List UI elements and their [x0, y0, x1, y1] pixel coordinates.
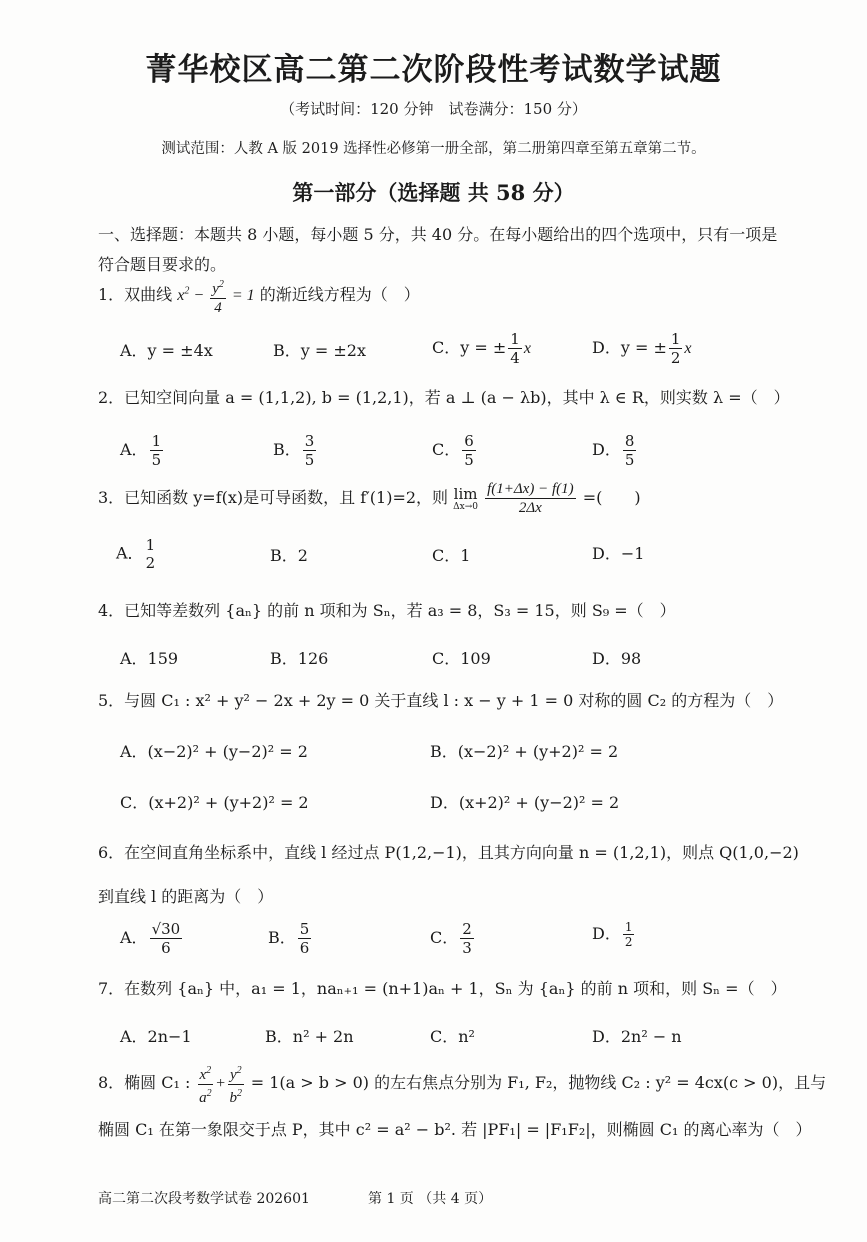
question-8-line-2: 椭圆 C₁ 在第一象限交于点 P，其中 c² = a² − b². 若 |PF₁| = |F₁F₂|，则椭圆 C₁ 的离心率为（ ） — [98, 1120, 812, 1139]
q5-option-a: A．(x−2)² + (y−2)² = 2 — [120, 742, 308, 761]
q1-d-num: 1 — [670, 330, 681, 348]
q7-option-d: D．2n² − n — [592, 1027, 682, 1046]
q3-a-label: A． — [116, 543, 144, 563]
q2-option-a — [120, 432, 165, 469]
q3-lim-sub: Δx→0 — [453, 501, 478, 512]
q8-stem-suffix: = 1(a > b > 0) 的左右焦点分别为 F₁, F₂，抛物线 C₂ : y² = 4cx(c > 0)，且与 — [250, 1073, 827, 1093]
q7-option-a: A．2n−1 — [120, 1027, 192, 1046]
q6-option-b — [268, 920, 313, 957]
q2-c-num: 6 — [464, 432, 474, 450]
q2-b-num: 3 — [304, 432, 315, 450]
test-scope: 测试范围：人教 A 版 2019 选择性必修第一册全部，第二册第四章至第五章第二节。 — [161, 141, 706, 157]
q3-limit — [453, 486, 478, 512]
question-2: 2．已知空间向量 a = (1,1,2), b = (1,2,1)，若 a ⊥ (a − λb)，其中 λ ∈ R，则实数 λ =（ ） — [98, 388, 790, 407]
question-7: 7．在数列 {aₙ} 中，a₁ = 1，naₙ₊₁ = (n+1)aₙ + 1，Sₙ 为 {aₙ} 的前 n 项和，则 Sₙ =（ ） — [98, 979, 787, 998]
q1-option-d-label: D．y = ± — [592, 338, 667, 357]
q1-formula: $x^2$ − $\frac{y^2}{4}$ = 1 — [177, 287, 254, 304]
q2-a-den: 5 — [151, 451, 162, 469]
footer-exam-name: 高二第二次段考数学试卷 202601 — [98, 1191, 310, 1207]
q4-option-d: D．98 — [592, 649, 642, 668]
q2-d-num: 8 — [624, 432, 635, 450]
q6-c-den: 3 — [462, 939, 472, 957]
q3-frac-den: 2Δx — [518, 500, 542, 516]
q3-a-num: 1 — [145, 536, 156, 554]
q3-stem-suffix: =( ) — [582, 488, 641, 507]
part-title: 第一部分（选择题 共 58 分） — [292, 180, 575, 205]
q1-c-num: 1 — [510, 330, 520, 348]
q4-option-c: C．109 — [432, 649, 491, 668]
q1-option-c-label: C．y = ± — [432, 338, 507, 357]
q2-b-den: 5 — [304, 451, 315, 469]
q3-option-d: D．−1 — [592, 544, 645, 563]
q6-b-label: B． — [268, 928, 296, 947]
q6-a-den: 6 — [161, 939, 171, 957]
q2-b-label: B． — [273, 440, 301, 459]
q4-option-a: A．159 — [120, 649, 179, 668]
question-3 — [98, 480, 641, 517]
q5-option-d: D．(x+2)² + (y−2)² = 2 — [430, 793, 620, 812]
q6-c-num: 2 — [462, 920, 472, 938]
question-1 — [98, 276, 420, 317]
q3-option-a — [116, 536, 157, 572]
q6-d-num: 1 — [624, 920, 633, 934]
q6-a-num: √30 — [151, 920, 181, 938]
q2-option-b — [273, 432, 318, 469]
q6-b-den: 6 — [299, 939, 310, 957]
q1-option-d: D．y = ± $\frac{1}{2}$ x — [592, 330, 692, 367]
q2-a-label: A． — [120, 440, 148, 459]
q2-c-den: 5 — [464, 451, 474, 469]
q6-c-label: C． — [430, 928, 459, 947]
question-5: 5．与圆 C₁ : x² + y² − 2x + 2y = 0 关于直线 l : x − y + 1 = 0 对称的圆 C₂ 的方程为（ ） — [98, 691, 784, 710]
q1-stem-prefix: 1．双曲线 — [98, 285, 173, 305]
exam-subtitle: （考试时间：120 分钟 试卷满分：150 分） — [280, 100, 587, 118]
q6-option-c — [430, 920, 476, 957]
q6-d-den: 2 — [624, 935, 633, 949]
q5-option-b: B．(x−2)² + (y+2)² = 2 — [430, 742, 619, 761]
section-intro: 一、选择题：本题共 8 小题，每小题 5 分，共 40 分。在每小题给出的四个选项中，只有一项是符合题目要求的。 — [98, 225, 778, 274]
question-4: 4．已知等差数列 {aₙ} 的前 n 项和为 Sₙ，若 a₃ = 8，S₃ = 15，则 S₉ =（ ） — [98, 601, 676, 620]
q7-option-c: C．n² — [430, 1027, 475, 1046]
q6-option-a — [120, 920, 184, 957]
q1-stem-suffix: 的渐近线方程为（ ） — [259, 285, 420, 305]
q1-d-den: 2 — [670, 349, 681, 367]
q2-c-label: C． — [432, 440, 461, 459]
q2-option-c — [432, 432, 478, 469]
q8-stem-prefix: 8．椭圆 C₁ : — [98, 1073, 191, 1093]
q3-stem-prefix: 3．已知函数 y=f(x)是可导函数，且 f′(1)=2，则 — [98, 488, 449, 507]
q6-b-num: 5 — [299, 920, 310, 938]
q3-option-b: B．2 — [270, 546, 308, 565]
q6-a-label: A． — [120, 928, 148, 947]
q3-lim-word: lim — [453, 484, 478, 503]
q1-option-c: C．y = ± $\frac{1}{4}$ x — [432, 330, 531, 367]
q1-option-a: A．y = ±4x — [120, 341, 213, 360]
q2-a-num: 1 — [151, 432, 162, 450]
q3-a-den: 2 — [145, 554, 156, 572]
q8-ellipse-formula: $\frac{x^2}{a^2}$ + $\frac{y^2}{b^2}$ — [196, 1075, 246, 1092]
question-6-line-1: 6．在空间直角坐标系中，直线 l 经过点 P(1,2,−1)，且其方向向量 n = (1,2,1)，则点 Q(1,0,−2) — [98, 843, 799, 862]
q3-fraction — [485, 480, 576, 517]
question-8-line-1 — [98, 1062, 826, 1107]
q2-d-label: D． — [592, 440, 621, 459]
question-6-line-2: 到直线 l 的距离为（ ） — [98, 887, 274, 906]
q7-option-b: B．n² + 2n — [265, 1027, 354, 1046]
footer-page-number: 第 1 页 （共 4 页） — [368, 1191, 493, 1207]
q3-frac-num: f(1+Δx) − f(1) — [487, 481, 574, 497]
q2-d-den: 5 — [624, 451, 635, 469]
q3-option-c: C．1 — [432, 546, 471, 565]
q4-option-b: B．126 — [270, 649, 329, 668]
q5-option-c: C．(x+2)² + (y+2)² = 2 — [120, 793, 309, 812]
q6-option-d — [592, 920, 636, 949]
q6-d-label: D． — [592, 924, 621, 943]
exam-title: 菁华校区高二第二次阶段性考试数学试题 — [145, 52, 722, 88]
q1-c-den: 4 — [510, 349, 520, 367]
q2-option-d — [592, 432, 638, 469]
q1-option-b: B．y = ±2x — [273, 341, 366, 360]
